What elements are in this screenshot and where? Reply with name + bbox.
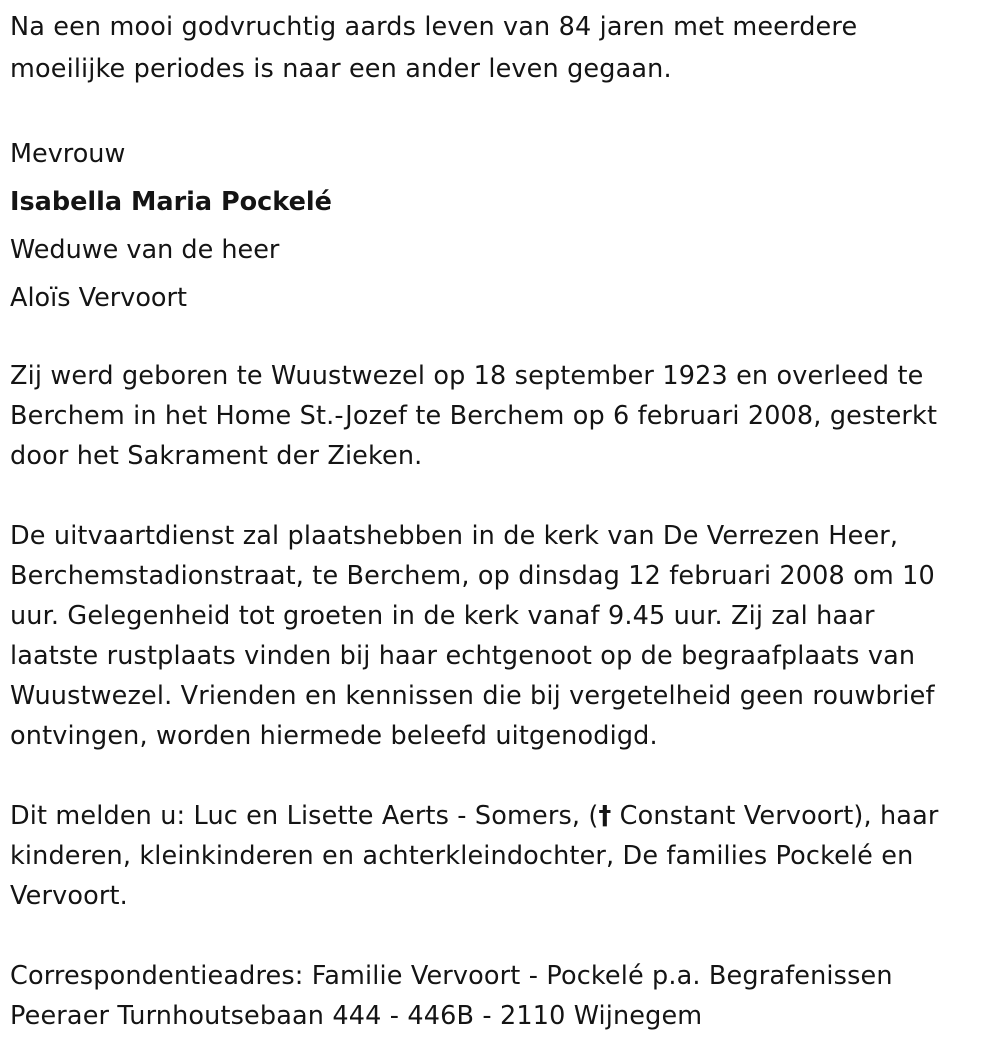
spacer	[10, 916, 990, 956]
funeral-line-2: Berchemstadionstraat, te Berchem, op dinsdag 12 februari 2008 om 10	[10, 561, 935, 591]
announcement-line-2: kinderen, kleinkinderen en achterkleindochter, De families Pockelé en	[10, 841, 914, 871]
intro-line-2: moeilijke periodes is naar een ander leven gegaan.	[10, 54, 672, 84]
intro-paragraph	[10, 6, 990, 90]
funeral-line-6: ontvingen, worden hiermede beleefd uitgenodigd.	[10, 721, 658, 751]
announcement-line-1-end: Constant Vervoort), haar	[611, 801, 939, 831]
birth-death-line-3: door het Sakrament der Zieken.	[10, 441, 423, 471]
spouse-name: Aloïs Vervoort	[10, 283, 188, 313]
salutation: Mevrouw	[10, 139, 126, 169]
birth-death-line-1: Zij werd geboren te Wuustwezel op 18 september 1923 en overleed te	[10, 361, 924, 391]
announcement-line-1-start: Dit melden u: Luc en Lisette Aerts - Somers, (	[10, 801, 599, 831]
spacer	[10, 756, 990, 796]
funeral-paragraph	[10, 516, 990, 756]
funeral-line-1: De uitvaartdienst zal plaatshebben in de kerk van De Verrezen Heer,	[10, 521, 899, 551]
announcement-line-3: Vervoort.	[10, 881, 128, 911]
correspondence-line-2: Peeraer Turnhoutsebaan 444 - 446B - 2110 Wijnegem	[10, 1001, 703, 1031]
spacer	[10, 90, 990, 130]
correspondence-line-1: Correspondentieadres: Familie Vervoort - Pockelé p.a. Begrafenissen	[10, 961, 893, 991]
funeral-line-5: Wuustwezel. Vrienden en kennissen die bij vergetelheid geen rouwbrief	[10, 681, 935, 711]
widow-line: Weduwe van de heer	[10, 235, 280, 265]
funeral-line-3: uur. Gelegenheid tot groeten in de kerk vanaf 9.45 uur. Zij zal haar	[10, 601, 875, 631]
birth-death-line-2: Berchem in het Home St.-Jozef te Berchem op 6 februari 2008, gesterkt	[10, 401, 938, 431]
birth-death-paragraph	[10, 356, 990, 476]
cross-icon: †	[598, 801, 612, 831]
correspondence-paragraph	[10, 956, 990, 1036]
intro-line-1: Na een mooi godvruchtig aards leven van 84 jaren met meerdere	[10, 12, 858, 42]
funeral-line-4: laatste rustplaats vinden bij haar echtgenoot op de begraafplaats van	[10, 641, 916, 671]
deceased-block	[10, 130, 990, 322]
spacer	[10, 322, 990, 356]
spacer	[10, 476, 990, 516]
deceased-name: Isabella Maria Pockelé	[10, 187, 332, 217]
announcement-paragraph	[10, 796, 990, 916]
